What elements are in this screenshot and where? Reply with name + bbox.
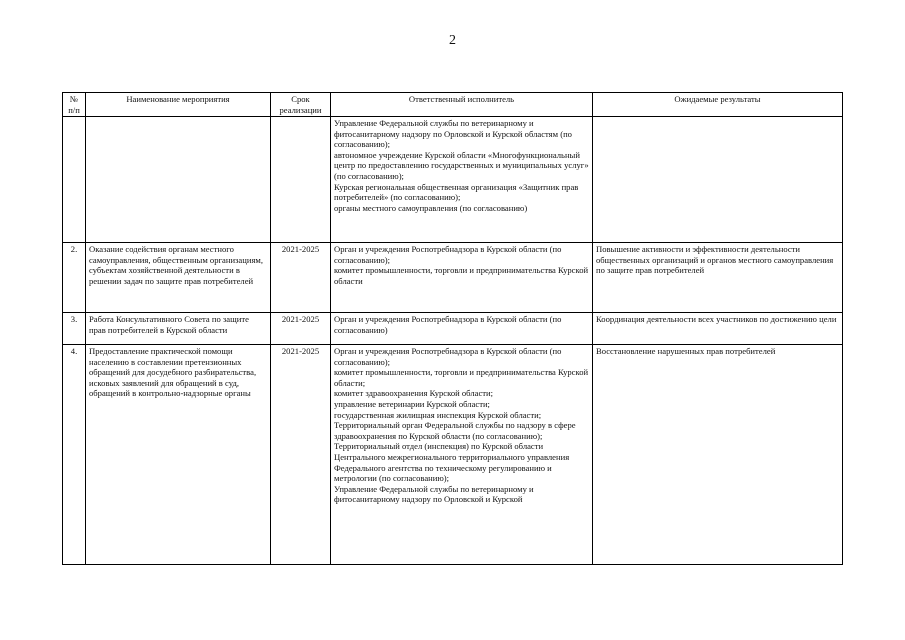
- events-table: [62, 92, 843, 565]
- row-name: Оказание содействия органам местного самоуправления, общественным организациям, субъектам хозяйственной деятельности в решении задач по защите прав потребителей: [86, 243, 271, 313]
- row-term: 2021-2025: [271, 345, 331, 565]
- row-name: [86, 117, 271, 243]
- page-number: 2: [449, 33, 456, 48]
- row-num: 2.: [63, 243, 86, 313]
- row-num: [63, 117, 86, 243]
- row-term: 2021-2025: [271, 313, 331, 345]
- row-executor: Орган и учреждения Роспотребнадзора в Курской области (по согласованию); комитет промышленности, торговли и предпринимательства Курской области: [331, 243, 593, 313]
- row-term: [271, 117, 331, 243]
- row-executor: Орган и учреждения Роспотребнадзора в Курской области (по согласованию); комитет промышленности, торговли и предпринимательства Курской области; комитет здравоохранения Курской области; управление ветеринарии Курской области; государственная жилищная инспекция Курской области; Территориальный орган Федеральной службы по надзору в сфере здравоохранения по Курской области (по согласованию); Территориальный отдел (инспекция) по Курской области Центрального межрегионального территориального управления Федерального агентства по техническому регулированию и метрологии (по согласованию); Управление Федеральной службы по ветеринарному и фитосанитарному надзору по Орловской и Курской: [331, 345, 593, 565]
- row-executor: Орган и учреждения Роспотребнадзора в Курской области (по согласованию): [331, 313, 593, 345]
- row-result: [593, 117, 843, 243]
- header-term: Срок реализации: [271, 93, 331, 117]
- table-row: [63, 345, 843, 565]
- row-result: Восстановление нарушенных прав потребителей: [593, 345, 843, 565]
- table-row: [63, 117, 843, 243]
- header-num: № п/п: [63, 93, 86, 117]
- table-row: [63, 243, 843, 313]
- row-name: Работа Консультативного Совета по защите прав потребителей в Курской области: [86, 313, 271, 345]
- row-name: Предоставление практической помощи населению в составлении претензионных обращений для досудебного разбирательства, исковых заявлений для обращений в суд, обращений в контрольно-надзорные органы: [86, 345, 271, 565]
- row-executor: Управление Федеральной службы по ветеринарному и фитосанитарному надзору по Орловской и Курской областям (по согласованию); автономное учреждение Курской области «Многофункциональный центр по предоставлению государственных и муниципальных услуг» (по согласованию); Курская региональная общественная организация «Защитник прав потребителей» (по согласованию); органы местного самоуправления (по согласованию): [331, 117, 593, 243]
- header-name: Наименование мероприятия: [86, 93, 271, 117]
- row-num: 3.: [63, 313, 86, 345]
- row-result: Повышение активности и эффективности деятельности общественных организаций и органов местного самоуправления по защите прав потребителей: [593, 243, 843, 313]
- row-num: 4.: [63, 345, 86, 565]
- header-executor: Ответственный исполнитель: [331, 93, 593, 117]
- row-result: Координация деятельности всех участников по достижению цели: [593, 313, 843, 345]
- header-result: Ожидаемые результаты: [593, 93, 843, 117]
- table-header-row: [63, 93, 843, 117]
- table-row: [63, 313, 843, 345]
- row-term: 2021-2025: [271, 243, 331, 313]
